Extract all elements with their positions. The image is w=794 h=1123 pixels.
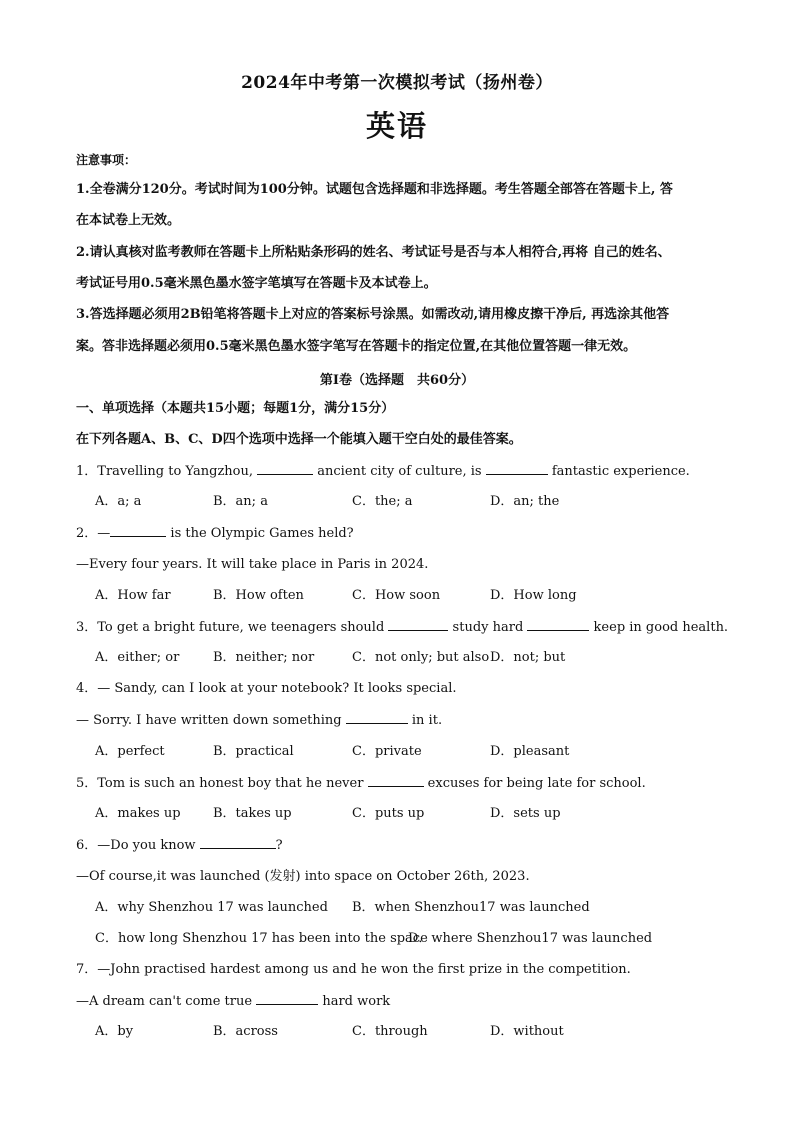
- part-1-title: 第I卷（选择题 共60分）: [319, 373, 475, 388]
- note-2-line-2: 考试证号用0.5毫米黑色墨水签字笔填写在答题卡及本试卷上。: [76, 276, 437, 291]
- question-2-text-a: 2．—: [76, 526, 111, 541]
- note-1-line-2: 在本试卷上无效。: [76, 213, 181, 228]
- note-3-line-1: 3.答选择题必须用2B铅笔将答题卡上对应的答案标号涂黑。如需改动,请用橡皮擦干净后, 再选涂其他答: [76, 307, 670, 322]
- question-6-text-b: ?: [275, 838, 283, 853]
- question-4-option-a: A．perfect: [95, 744, 165, 759]
- question-7-option-c: C．through: [352, 1024, 428, 1039]
- question-2-text-b: is the Olympic Games held?: [166, 526, 354, 541]
- question-6: [76, 836, 726, 855]
- question-2-reply: —Every four years. It will take place in Paris in 2024.: [76, 557, 429, 572]
- answer-blank: [256, 992, 318, 1005]
- answer-blank: [388, 618, 448, 631]
- question-7-reply: [76, 992, 726, 1011]
- notes-heading: 注意事项：: [76, 153, 137, 167]
- question-6-option-a: A．why Shenzhou 17 was launched: [95, 900, 328, 915]
- question-4-option-c: C．private: [352, 744, 422, 759]
- question-7-option-d: D．without: [490, 1024, 564, 1039]
- question-4-option-b: B．practical: [213, 744, 294, 759]
- question-3-option-c: C．not only; but also: [352, 650, 490, 665]
- question-5-text-b: excuses for being late for school.: [423, 776, 646, 791]
- question-5-text-a: 5．Tom is such an honest boy that he never: [76, 776, 368, 791]
- question-2-option-c: C．How soon: [352, 588, 441, 603]
- question-2-option-a: A．How far: [95, 588, 171, 603]
- question-7: 7．—John practised hardest among us and he won the first prize in the competition.: [76, 962, 631, 977]
- question-3-text-c: keep in good health.: [589, 620, 729, 635]
- question-4-text-a: — Sorry. I have written down something: [76, 713, 346, 728]
- question-7-option-b: B．across: [213, 1024, 278, 1039]
- question-5-option-c: C．puts up: [352, 806, 425, 821]
- answer-blank: [200, 836, 276, 849]
- question-2-option-d: D．How long: [490, 588, 577, 603]
- question-4-reply: [76, 711, 726, 730]
- answer-blank: [527, 618, 589, 631]
- answer-blank: [346, 711, 408, 724]
- question-5-option-a: A．makes up: [95, 806, 181, 821]
- answer-blank: [486, 462, 548, 475]
- note-1-line-1: 1.全卷满分120分。考试时间为100分钟。试题包含选择题和非选择题。考生答题全部答在答题卡上, 答: [76, 182, 673, 197]
- question-1-option-c: C．the; a: [352, 494, 413, 509]
- question-3-option-b: B．neither; nor: [213, 650, 315, 665]
- question-5: [76, 774, 726, 793]
- question-6-reply: —Of course,it was launched (发射) into space on October 26th, 2023.: [76, 869, 530, 884]
- question-6-text-a: 6．—Do you know: [76, 838, 200, 853]
- question-1-text-b: ancient city of culture, is: [313, 464, 486, 479]
- question-1-option-a: A．a; a: [95, 494, 142, 509]
- question-3-text-b: study hard: [448, 620, 528, 635]
- question-5-option-b: B．takes up: [213, 806, 292, 821]
- answer-blank: [257, 462, 313, 475]
- note-2-line-1: 2.请认真核对监考教师在答题卡上所粘贴条形码的姓名、考试证号是否与本人相符合,再将 自己的姓名、: [76, 245, 671, 260]
- question-4-option-d: D．pleasant: [490, 744, 570, 759]
- question-4: 4．— Sandy, can I look at your notebook? It looks special.: [76, 681, 457, 696]
- note-3-line-2: 案。答非选择题必须用0.5毫米黑色墨水签字笔写在答题卡的指定位置,在其他位置答题一律无效。: [76, 339, 637, 354]
- question-3-option-a: A．either; or: [95, 650, 180, 665]
- question-3: [76, 618, 729, 637]
- question-4-text-b: in it.: [407, 713, 443, 728]
- exam-title: 2024年中考第一次模拟考试（扬州卷）: [241, 73, 553, 93]
- exam-subject: 英语: [365, 109, 428, 143]
- question-7-text-a: —A dream can't come true: [76, 994, 257, 1009]
- question-1-option-b: B．an; a: [213, 494, 268, 509]
- section-1-heading: 一、单项选择（本题共15小题；每题1分，满分15分）: [76, 401, 395, 416]
- section-1-instruction: 在下列各题A、B、C、D四个选项中选择一个能填入题干空白处的最佳答案。: [76, 432, 522, 447]
- question-6-option-b: B．when Shenzhou17 was launched: [352, 900, 590, 915]
- question-5-option-d: D．sets up: [490, 806, 561, 821]
- question-3-option-d: D．not; but: [490, 650, 566, 665]
- answer-blank: [368, 774, 424, 787]
- question-1: [76, 462, 726, 481]
- question-2-option-b: B．How often: [213, 588, 304, 603]
- question-7-option-a: A．by: [95, 1024, 134, 1039]
- answer-blank: [110, 524, 166, 537]
- question-7-text-b: hard work: [318, 994, 391, 1009]
- question-1-text-a: 1．Travelling to Yangzhou,: [76, 464, 258, 479]
- question-6-option-c: C．how long Shenzhou 17 has been into the space: [95, 931, 428, 946]
- question-3-text-a: 3．To get a bright future, we teenagers should: [76, 620, 389, 635]
- question-6-option-d: D．where Shenzhou17 was launched: [408, 931, 653, 946]
- question-1-option-d: D．an; the: [490, 494, 560, 509]
- question-2: [76, 524, 726, 543]
- question-1-text-c: fantastic experience.: [547, 464, 690, 479]
